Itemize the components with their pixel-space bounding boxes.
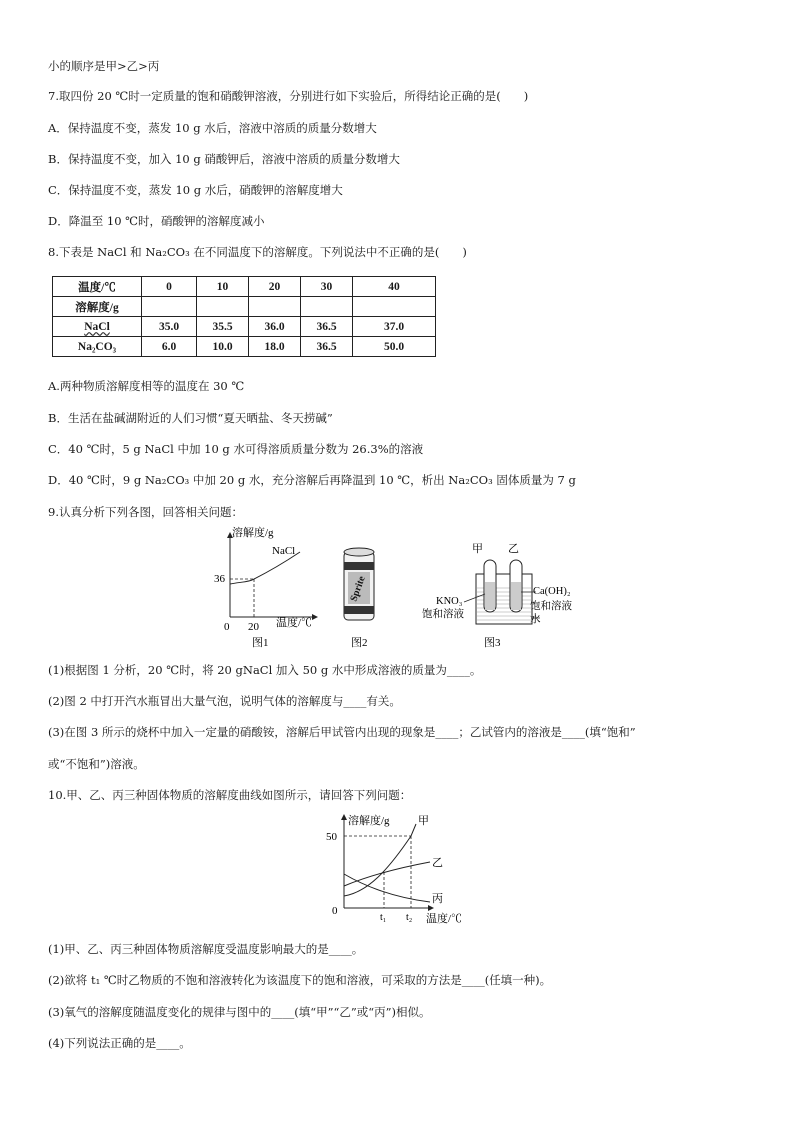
table-cell: 36.5 (301, 337, 353, 357)
question-8-option-d: D．40 ℃时，9 g Na₂CO₃ 中加 20 g 水，充分溶解后再降温到 10 ℃，析出 Na₂CO₃ 固体质量为 7 g (48, 473, 576, 487)
question-10-part-3: (3)氧气的溶解度随温度变化的规律与图中的____(填“甲”“乙”或“丙”)相似。 (48, 1005, 431, 1019)
question-8-option-b: B．生活在盐碱湖附近的人们习惯“夏天晒盐、冬天捞碱” (48, 411, 333, 425)
fig1-ylabel: 溶解度/g (232, 527, 274, 539)
question-10-part-2: (2)欲将 t₁ ℃时乙物质的不饱和溶液转化为该温度下的饱和溶液，可采取的方法是____(任填一种)。 (48, 973, 552, 987)
fig4-origin: 0 (332, 905, 338, 917)
left-label-saturated: 饱和溶液 (422, 609, 464, 620)
table-row (53, 337, 436, 357)
series-a-label: 甲 (418, 815, 429, 827)
fig4-xlabel: 温度/℃ (426, 913, 463, 925)
na2co3-label: Na₂CO₃ (53, 337, 142, 357)
table-cell: 35.5 (197, 317, 249, 337)
question-7-stem: 7.取四份 20 ℃时一定质量的饱和硝酸钾溶液，分别进行如下实验后，所得结论正确的是( ) (48, 89, 529, 103)
fig1-curve-label: NaCl (272, 545, 296, 557)
table-cell: 0 (142, 277, 197, 297)
fig1-x-tick: 20 (248, 621, 259, 633)
fig1-y-tick: 36 (214, 573, 225, 585)
fig2-caption: 图2 (351, 637, 368, 649)
table-header-solubility: 溶解度/g (53, 297, 142, 317)
table-cell: 6.0 (142, 337, 197, 357)
left-label-kno3: KNO₃ (436, 596, 463, 607)
table-cell (353, 297, 436, 317)
series-c-label: 丙 (432, 893, 443, 905)
right-label-saturated: 饱和溶液 (530, 601, 572, 612)
question-8-stem: 8.下表是 NaCl 和 Na₂CO₃ 在不同温度下的溶解度。下列说法中不正确的是( ) (48, 245, 467, 259)
right-label-water: 水 (530, 614, 541, 625)
right-label-caoh2: Ca(OH)₂ (533, 586, 571, 597)
table-row (53, 277, 436, 297)
fig4-t2: t₂ (406, 912, 413, 923)
table-row (53, 297, 436, 317)
question-10-part-1: (1)甲、乙、丙三种固体物质溶解度受温度影响最大的是____。 (48, 942, 364, 956)
question-9-part-3a: (3)在图 3 所示的烧杯中加入一定量的硝酸铵，溶解后甲试管内出现的现象是____；乙试管内的溶液是____(填“饱和” (48, 725, 636, 739)
table-cell (301, 297, 353, 317)
table-cell: 10.0 (197, 337, 249, 357)
table-cell: 36.0 (249, 317, 301, 337)
question-10-part-4: (4)下列说法正确的是____。 (48, 1036, 191, 1050)
table-cell: 10 (197, 277, 249, 297)
table-cell: 30 (301, 277, 353, 297)
question-7-option-b: B．保持温度不变，加入 10 g 硝酸钾后，溶液中溶质的质量分数增大 (48, 152, 400, 166)
figure-3-beaker (422, 542, 572, 649)
figure-2-soda-can (344, 548, 374, 649)
fig4-ylabel: 溶解度/g (348, 815, 390, 827)
table-row (53, 317, 436, 337)
figure-1-nacl-curve (214, 525, 318, 649)
question-8-option-c: C．40 ℃时，5 g NaCl 中加 10 g 水可得溶质质量分数为 26.3%的溶液 (48, 442, 424, 456)
table-cell: 35.0 (142, 317, 197, 337)
table-cell: 37.0 (353, 317, 436, 337)
question-10-stem: 10.甲、乙、丙三种固体物质的溶解度曲线如图所示，请回答下列问题： (48, 788, 412, 802)
series-b-label: 乙 (432, 857, 443, 869)
solubility-table (52, 276, 436, 357)
fig1-xlabel: 温度/℃ (276, 617, 313, 629)
fig3-caption: 图3 (484, 637, 501, 649)
table-header-temperature: 温度/℃ (53, 277, 142, 297)
question-7-option-c: C．保持温度不变，蒸发 10 g 水后，硝酸钾的溶解度增大 (48, 183, 343, 197)
question-8-option-a: A.两种物质溶解度相等的温度在 30 ℃ (48, 379, 245, 393)
table-cell: 20 (249, 277, 301, 297)
question-9-part-3b: 或“不饱和”)溶液。 (48, 757, 145, 771)
table-cell (142, 297, 197, 317)
table-cell: 40 (353, 277, 436, 297)
can-logo-text: Sprite (348, 574, 368, 604)
nacl-label: NaCl (84, 320, 110, 333)
tube-a-label: 甲 (472, 543, 483, 555)
fig1-caption: 图1 (252, 637, 269, 649)
question-10-solubility-chart (318, 810, 488, 926)
fig4-t1: t₁ (380, 912, 387, 923)
question-7-option-d: D．降温至 10 ℃时，硝酸钾的溶解度减小 (48, 214, 265, 228)
table-cell (197, 297, 249, 317)
fig4-y-tick: 50 (326, 831, 337, 843)
question-9-part-1: (1)根据图 1 分析，20 ℃时，将 20 gNaCl 加入 50 g 水中形成溶液的质量为____。 (48, 663, 482, 677)
table-cell: 18.0 (249, 337, 301, 357)
question-9-part-2: (2)图 2 中打开汽水瓶冒出大量气泡，说明气体的溶解度与____有关。 (48, 694, 401, 708)
table-cell (249, 297, 301, 317)
question-9-figures (210, 522, 610, 652)
question-9-stem: 9.认真分析下列各图，回答相关问题： (48, 505, 243, 519)
table-cell: 36.5 (301, 317, 353, 337)
table-cell: 50.0 (353, 337, 436, 357)
question-7-option-a: A．保持温度不变，蒸发 10 g 水后，溶液中溶质的质量分数增大 (48, 121, 377, 135)
fig1-origin: 0 (224, 621, 230, 633)
prev-answer-line: 小的顺序是甲>乙>丙 (48, 59, 160, 73)
tube-b-label: 乙 (508, 543, 519, 555)
